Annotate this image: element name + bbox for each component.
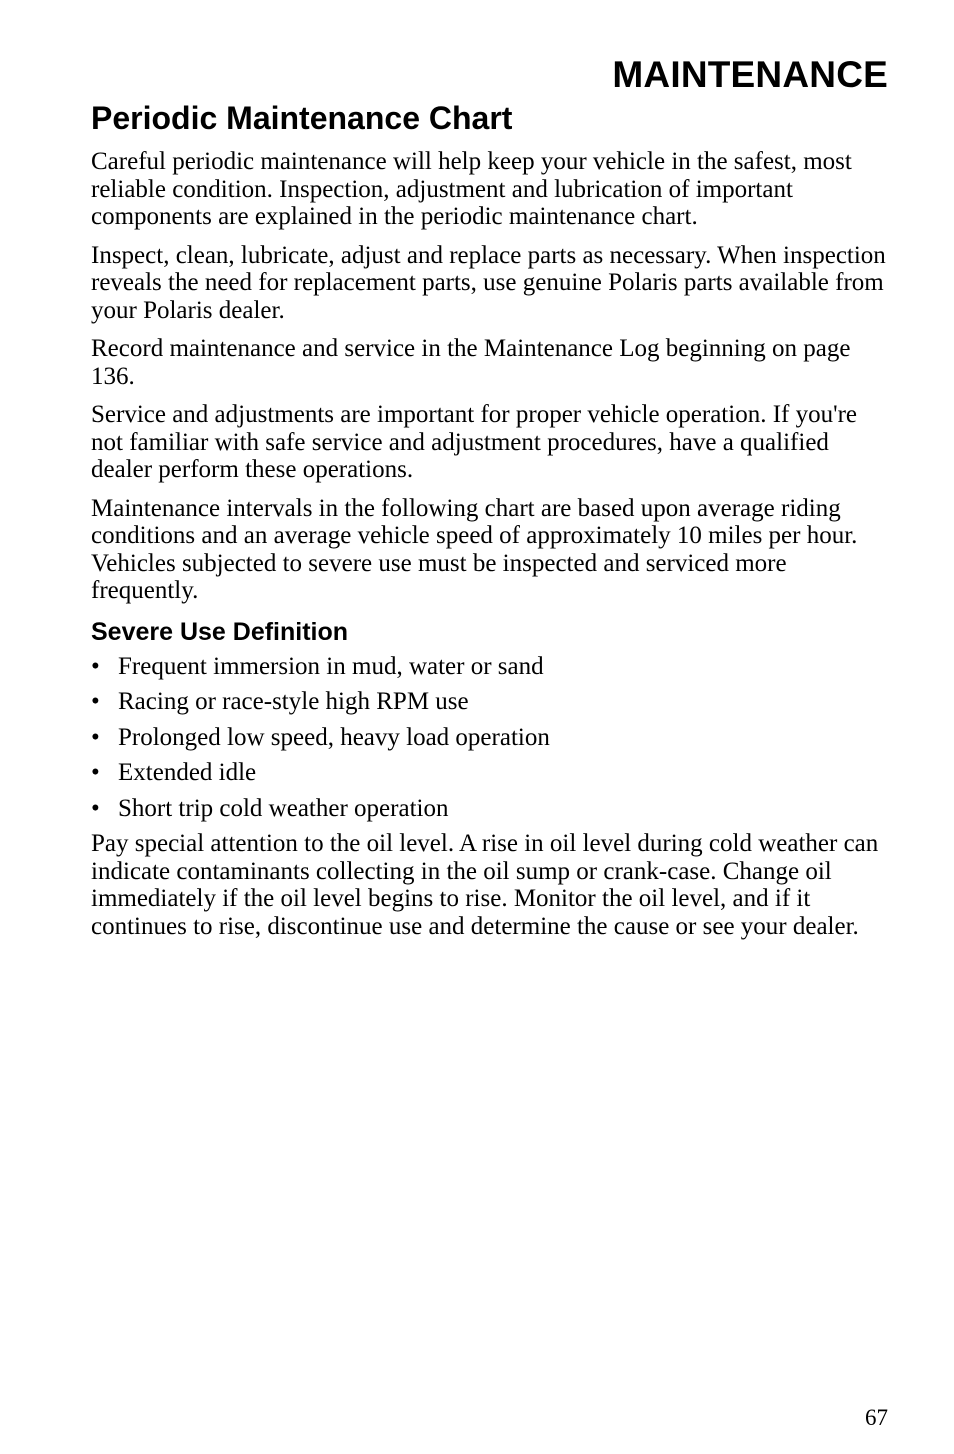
intro-paragraph: Careful periodic maintenance will help keep your vehicle in the safest, most reliable condition. Inspection, adjustment and lubrication of important components are explained in the periodic maintenance chart. (91, 148, 852, 230)
bullet-icon: • (91, 723, 100, 751)
list-item (91, 688, 891, 716)
intervals-paragraph: Maintenance intervals in the following chart are based upon average riding conditions and an average vehicle speed of approximately 10 miles per hour. Vehicles subjected to severe use must be inspected and serviced more frequently. (91, 494, 858, 604)
list-item-text: Racing or race-style high RPM use (118, 688, 469, 715)
oil-level-paragraph: Pay special attention to the oil level. A rise in oil level during cold weather can indicate contaminants collecting in the oil sump or crank-case. Change oil immediately if the oil level begins to rise. Monitor the oil level, and if it continues to rise, discontinue use and determine the cause or see your dealer. (91, 830, 879, 940)
log-paragraph: Record maintenance and service in the Maintenance Log beginning on page 136. (91, 335, 851, 390)
section-header: MAINTENANCE (612, 54, 888, 95)
severe-use-list (91, 653, 891, 823)
list-item (91, 724, 891, 752)
list-item-text: Extended idle (118, 759, 257, 786)
list-item-text: Frequent immersion in mud, water or sand (118, 652, 544, 680)
severe-use-heading: Severe Use Definition (91, 617, 349, 646)
page-content (91, 98, 891, 951)
list-item-text: Short trip cold weather operation (118, 794, 449, 822)
bullet-icon: • (91, 688, 100, 715)
page-number: 67 (865, 1405, 888, 1430)
bullet-icon: • (91, 794, 100, 822)
page-title: Periodic Maintenance Chart (91, 100, 513, 136)
list-item-text: Prolonged low speed, heavy load operation (118, 723, 550, 751)
parts-paragraph: Inspect, clean, lubricate, adjust and replace parts as necessary. When inspection reveals the need for replacement parts, use genuine Polaris parts available from your Polaris dealer. (91, 241, 886, 324)
list-item (91, 653, 891, 681)
bullet-icon: • (91, 759, 100, 786)
list-item (91, 795, 891, 823)
bullet-icon: • (91, 652, 100, 680)
service-paragraph: Service and adjustments are important for proper vehicle operation. If you're not familiar with safe service and adjustment procedures, have a qualified dealer perform these operations. (91, 401, 858, 483)
list-item (91, 759, 891, 787)
